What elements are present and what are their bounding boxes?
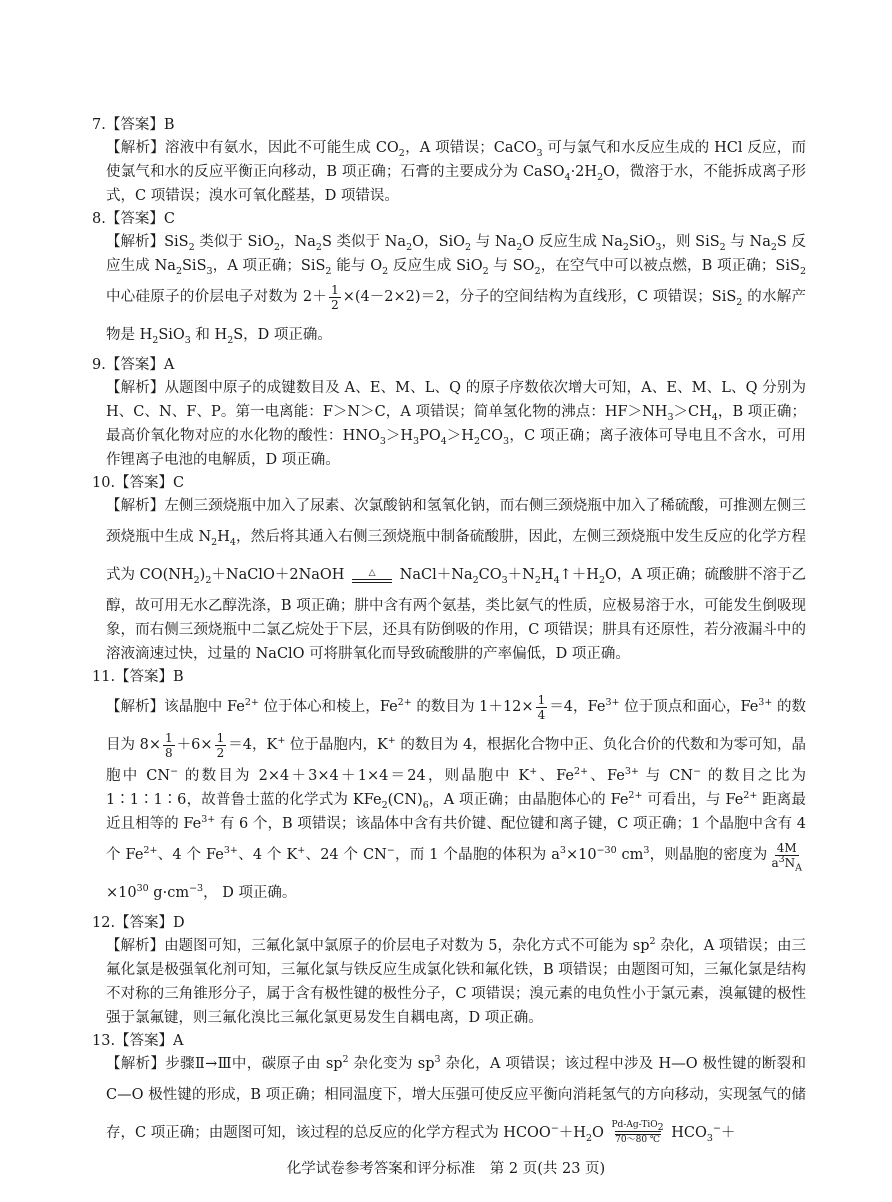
question-9-answer: 9.【答案】A	[92, 357, 175, 373]
question-10-answer: 10.【答案】C	[92, 475, 185, 491]
question-12-analysis: 【解析】由题图可知，三氟化氯中氯原子的价层电子对数为 5，杂化方式不可能为 $sp^2$ 杂化，A 项错误；由三氟化氯是极强氧化剂可知，三氟化氯与铁反应生成氯化铁和氟化铁，B 项错误；由题图可知，三氟化氯是结构不对称的三角锥形分子，属于含有极性键的极性分子，C 项错误；溴元素的电负性小于氯元素，溴氟键的极性强于氯氟键，则三氟化溴比三氟化氯更易发生自耦电离，D 项正确。	[106, 936, 806, 1026]
question-7-analysis: 【解析】溶液中有氨水，因此不可能生成 $CO_2$，A 项错误；CaCO$_3$ 可与氯气和水反应生成的 HCl 反应，而使氯气和水的反应平衡正向移动，B 项正确；石膏的主要成分为 $CaSO_4\cdot 2H_2O$，微溶于水，不能拆成离子形式，C 项错误；溴水可氧化醛基，D 项错误。	[106, 140, 807, 204]
question-11-answer: 11.【答案】B	[92, 669, 184, 685]
question-7-answer: 7.【答案】B	[92, 117, 175, 133]
page-footer: 化学试卷参考答案和评分标准 第 2 页(共 23 页)	[286, 1161, 606, 1177]
question-8-analysis: 【解析】SiS$_2$ 类似于 SiO$_2$，$Na_2S$ 类似于 $Na_2O$，SiO$_2$ 与 $Na_2O$ 反应生成 $Na_2SiO_3$，则 SiS$_2$ 与 $Na_2S$ 反应生成 $Na_2SiS_3$，A 项正确；SiS$_2$ 能与 $O_2$ 反应生成 SiO$_2$ 与 $SO_2$，在空气中可以被点燃，B 项正确；SiS$_2$ 中心硅原子的价层电子对数为 2＋ $\frac{1}{2}$ ×(4－2×2)＝2，分子的空间结构为直线形，C 项错误；SiS$_2$ 的水解产物是 $H_2SiO_3$ 和 $H_2S$，D 项正确。	[106, 234, 806, 346]
question-12-answer: 12.【答案】D	[92, 915, 185, 931]
question-13-analysis: 【解析】步骤Ⅱ→Ⅲ中，碳原子由 $sp^2$ 杂化变为 $sp^3$ 杂化，A 项错误；该过程中涉及 H—O 极性键的断裂和 C—O 极性键的形成，B 项正确；相同温度下，增大压强可使反应平衡向消耗氢气的方向移动，实现氢气的储存，C 项正确；由题图可知，该过程的总反应的化学方程式为 $HCOO^-+H_2O$ Pd-Ag-TiO$_2$ 70～80 ℃ $HCO_3^-+$	[106, 1054, 806, 1145]
question-9-analysis: 【解析】从题图中原子的成键数目及 A、E、M、L、Q 的原子序数依次增大可知，A、E、M、L、Q 分别为 H、C、N、F、P。第一电离能：F＞N＞C，A 项错误；简单氢化物的沸点：$HF>NH_3>CH_4$，B 项正确；最高价氧化物对应的水化物的酸性：$HNO_3>H_3PO_4>H_2CO_3$，C 项正确；离子液体可导电且不含水，可用作锂离子电池的电解质，D 项正确。	[106, 380, 807, 468]
question-10-analysis: 【解析】左侧三颈烧瓶中加入了尿素、次氯酸钠和氢氧化钠，而右侧三颈烧瓶中加入了稀硫酸，可推测左侧三颈烧瓶中生成 $N_2H_4$，然后将其通入右侧三颈烧瓶中制备硫酸肼，因此，左侧三颈烧瓶中发生反应的化学方程式为 $CO(NH_2)_2+NaClO+2NaOH$ △ $NaCl+Na_2CO_3+N_2H_4↑+H_2O$，A 项正确；硫酸肼不溶于乙醇，故可用无水乙醇洗涤，B 项正确；肼中含有两个氨基，类比氨气的性质，应极易溶于水，可能发生倒吸现象，而右侧三颈烧瓶中二氯乙烷处于下层，还具有防倒吸的作用，C 项错误；肼具有还原性，若分液漏斗中的溶液滴速过快，过量的 NaClO 可将肼氧化而导致硫酸肼的产率偏低，D 项正确。	[106, 498, 807, 662]
question-11-analysis: 【解析】该晶胞中 $Fe^{2+}$ 位于体心和棱上，$Fe^{2+}$ 的数目为 1＋12× $\frac{1}{4}$ ＝4，$Fe^{3+}$ 位于顶点和面心，$Fe^{3+}$ 的数目为 8× $\frac{1}{8}$ ＋6× $\frac{1}{2}$ ＝4，K+ 位于晶胞内，K+ 的数目为 4，根据化合物中正、负化合价的代数和为零可知，晶胞中 CN− 的数目为 2×4＋3×4＋1×4＝24，则晶胞中 K+、$Fe^{2+}$、$Fe^{3+}$ 与 CN− 的数目之比为 1∶1∶1∶6，故普鲁士蓝的化学式为 $KFe_2(CN)_6$，A 项正确；由晶胞体心的 $Fe^{2+}$ 可看出，与 $Fe^{2+}$ 距离最近且相等的 $Fe^{3+}$ 有 6 个，B 项错误；该晶体中含有共价键、配位键和离子键，C 项正确；1 个晶胞中含有 4 个 $Fe^{2+}$、4 个 $Fe^{3+}$、4 个 K+、24 个 CN−，而 1 个晶胞的体积为 $a^3\times 10^{-30}$ $cm^3$，则晶胞的密度为 $\frac{4M}{a^3N_A}$ $\times 10^{30}$ $g\cdot cm^{-3}$， D 项正确。	[106, 692, 807, 901]
question-8-answer: 8.【答案】C	[92, 211, 175, 227]
question-13-answer: 13.【答案】A	[92, 1033, 184, 1049]
